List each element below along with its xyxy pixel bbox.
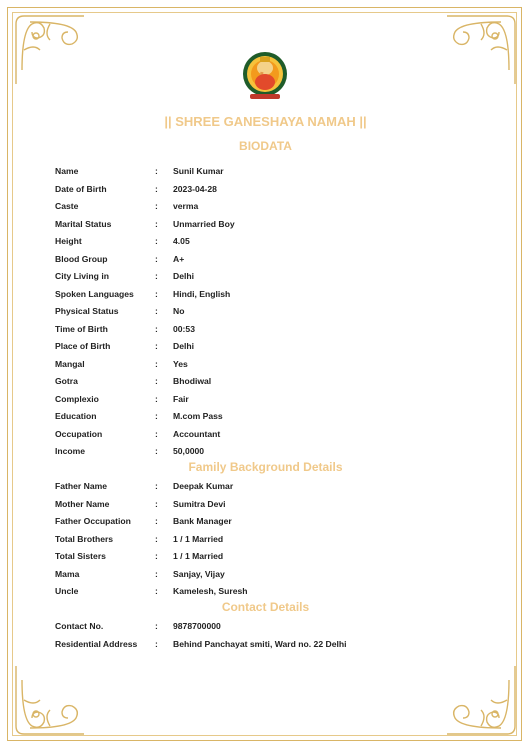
detail-label: Height — [55, 236, 82, 246]
detail-value: Behind Panchayat smiti, Ward no. 22 Delhi — [173, 638, 347, 649]
detail-row-mother-name — [55, 499, 495, 517]
separator: : — [155, 323, 158, 334]
detail-value: Delhi — [173, 271, 195, 281]
separator: : — [155, 253, 158, 264]
detail-label: Blood Group — [55, 253, 108, 264]
detail-label: City Living in — [55, 271, 109, 281]
detail-label: Income — [55, 446, 86, 456]
detail-row-physical-status — [55, 306, 495, 324]
separator: : — [155, 358, 158, 369]
separator: : — [155, 341, 158, 351]
detail-label: Father Name — [55, 481, 108, 491]
detail-value: 00:53 — [173, 323, 195, 334]
detail-row-city — [55, 271, 495, 289]
detail-label: Gotra — [55, 376, 78, 386]
separator: : — [155, 166, 158, 176]
detail-value: Hindi, English — [173, 288, 231, 299]
detail-value: 1 / 1 Married — [173, 533, 224, 544]
detail-row-total-sisters — [55, 551, 495, 569]
separator: : — [155, 516, 158, 526]
detail-value: No — [173, 306, 185, 316]
ganesha-icon — [240, 50, 290, 102]
separator: : — [155, 533, 158, 544]
separator: : — [155, 201, 158, 211]
detail-row-father-occupation — [55, 516, 495, 534]
detail-value: Kamelesh, Suresh — [173, 586, 248, 596]
detail-row-education — [55, 411, 495, 429]
corner-ornament-icon — [10, 660, 90, 740]
detail-value: 2023-04-28 — [173, 183, 217, 194]
detail-value: verma — [173, 201, 199, 211]
separator: : — [155, 428, 158, 439]
detail-row-complexion — [55, 394, 495, 412]
detail-row-address — [55, 639, 495, 657]
detail-value: Sanjay, Vijay — [173, 568, 225, 579]
detail-label: Place of Birth — [55, 341, 111, 351]
detail-label: Caste — [55, 201, 79, 211]
detail-row-languages — [55, 289, 495, 307]
detail-label: Date of Birth — [55, 183, 107, 194]
detail-label: Time of Birth — [55, 323, 108, 334]
separator: : — [155, 446, 158, 456]
detail-row-name — [55, 166, 495, 184]
separator: : — [155, 551, 158, 561]
detail-value: Accountant — [173, 428, 221, 439]
detail-row-blood-group — [55, 254, 495, 272]
detail-row-caste — [55, 201, 495, 219]
detail-row-total-brothers — [55, 534, 495, 552]
detail-label: Mama — [55, 568, 80, 579]
separator: : — [155, 498, 158, 509]
mantra-heading: || SHREE GANESHAYA NAMAH || — [164, 114, 367, 129]
separator: : — [155, 568, 158, 579]
detail-value: Delhi — [173, 341, 195, 351]
separator: : — [155, 271, 158, 281]
page-title: BIODATA — [239, 139, 292, 153]
detail-label: Residential Address — [55, 638, 138, 649]
detail-row-height — [55, 236, 495, 254]
separator: : — [155, 288, 158, 299]
separator: : — [155, 218, 158, 229]
separator: : — [155, 621, 158, 631]
detail-label: Marital Status — [55, 218, 112, 229]
separator: : — [155, 393, 158, 404]
detail-label: Mother Name — [55, 498, 110, 509]
corner-ornament-icon — [441, 10, 521, 90]
detail-value: M.com Pass — [173, 411, 223, 421]
separator: : — [155, 638, 158, 649]
detail-value: 4.05 — [173, 236, 190, 246]
separator: : — [155, 481, 158, 491]
separator: : — [155, 306, 158, 316]
corner-ornament-icon — [10, 10, 90, 90]
detail-label: Physical Status — [55, 306, 119, 316]
family-section-title: Family Background Details — [188, 460, 343, 474]
detail-label: Spoken Languages — [55, 288, 134, 299]
detail-label: Complexio — [55, 393, 99, 404]
detail-value: A+ — [173, 253, 185, 264]
separator: : — [155, 183, 158, 194]
contact-details — [55, 621, 495, 656]
detail-value: Yes — [173, 358, 188, 369]
detail-label: Total Sisters — [55, 551, 106, 561]
detail-row-gotra — [55, 376, 495, 394]
detail-row-dob — [55, 184, 495, 202]
separator: : — [155, 236, 158, 246]
detail-label: Education — [55, 411, 97, 421]
personal-details — [55, 166, 495, 464]
detail-row-mangal — [55, 359, 495, 377]
detail-label: Father Occupation — [55, 516, 131, 526]
detail-label: Occupation — [55, 428, 103, 439]
detail-label: Name — [55, 166, 79, 176]
detail-value: 50,0000 — [173, 446, 205, 456]
detail-value: 9878700000 — [173, 621, 221, 631]
detail-row-occupation — [55, 429, 495, 447]
detail-label: Contact No. — [55, 621, 104, 631]
detail-label: Total Brothers — [55, 533, 114, 544]
detail-row-contact-no — [55, 621, 495, 639]
detail-value: Bhodiwal — [173, 376, 212, 386]
detail-value: Unmarried Boy — [173, 218, 235, 229]
detail-value: Bank Manager — [173, 516, 232, 526]
detail-value: Fair — [173, 393, 189, 404]
detail-row-mama — [55, 569, 495, 587]
separator: : — [155, 586, 158, 596]
separator: : — [155, 411, 158, 421]
separator: : — [155, 376, 158, 386]
family-details — [55, 481, 495, 604]
detail-label: Mangal — [55, 358, 85, 369]
corner-ornament-icon — [441, 660, 521, 740]
detail-value: Sunil Kumar — [173, 166, 224, 176]
detail-row-place-of-birth — [55, 341, 495, 359]
detail-row-father-name — [55, 481, 495, 499]
detail-row-time-of-birth — [55, 324, 495, 342]
detail-value: 1 / 1 Married — [173, 551, 224, 561]
detail-value: Sumitra Devi — [173, 498, 226, 509]
detail-label: Uncle — [55, 586, 79, 596]
detail-row-marital-status — [55, 219, 495, 237]
contact-section-title: Contact Details — [221, 600, 310, 614]
detail-value: Deepak Kumar — [173, 481, 234, 491]
